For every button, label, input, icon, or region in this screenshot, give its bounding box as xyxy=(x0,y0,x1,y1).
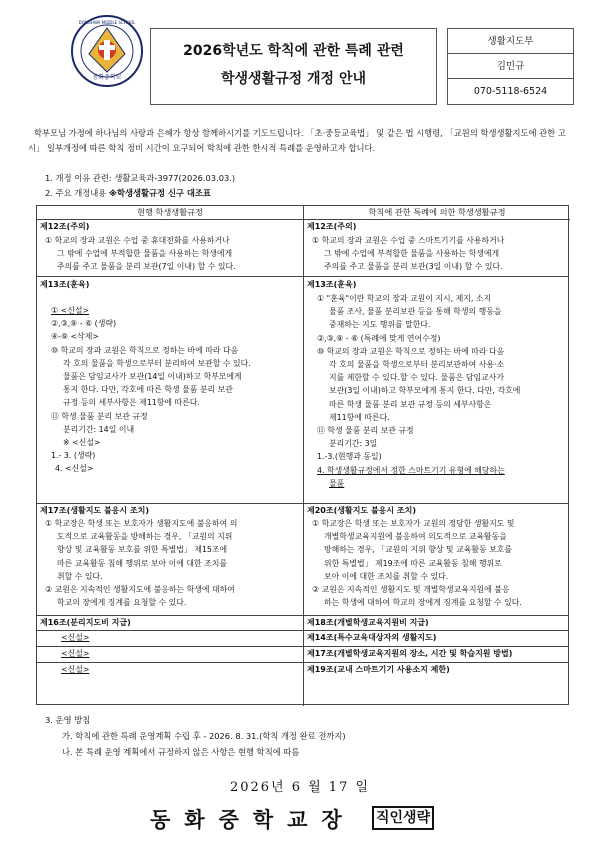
text-line: 물품은 담임교사가 보관(14일 이내)하고 학부모에게 xyxy=(63,372,242,382)
text-line: 지를 제한할 수 있다.할 수 있다. 물품은 담임교사가 xyxy=(329,373,505,383)
right-art19-title: 제19조(교내 스마트기기 사용소지 제한) xyxy=(307,665,450,674)
text-line: 개별학생교육지원에 불응하여 의도적으로 교육활동을 xyxy=(324,532,507,542)
right-art18-title: 제18조(개별학생교육지원비 지급) xyxy=(307,618,429,627)
text-line: ① 학교의 장과 교원은 수업 중 스마트기기를 사용하거나 xyxy=(312,236,505,245)
section-3-item-b: 나. 본 특례 운영 계획에서 규정하지 않은 사항은 현행 학칙에 따름 xyxy=(62,747,300,757)
right-art20-body xyxy=(312,517,568,609)
section-3-title: 3. 운영 방침 xyxy=(45,715,91,725)
text-line: 통지 한다. 다만, 각호에 따른 학생 물품 분리 보관 xyxy=(63,385,233,395)
section-3-item-a: 가. 학칙에 관한 특례 운영계획 수립 후 - 2026. 8. 31.(학칙 개정 완료 전까지) xyxy=(62,731,346,741)
text-line: 물품 xyxy=(329,478,345,488)
right-art12-body xyxy=(312,234,568,274)
title-line1: 2026학년도 학칙에 관한 특례 관련 xyxy=(183,43,404,59)
text-line: ⑪ 학생 물품 분리 보관 규정 xyxy=(317,426,414,436)
text-line: 1.- 3. (생략) xyxy=(51,451,96,461)
right-art13-title: 제13조(훈육) xyxy=(307,280,357,289)
text-line: ② 교원은 지속적인 생활지도에 불응하는 학생에 대하여 xyxy=(45,585,235,595)
text-line: ④-⑨ <삭제> xyxy=(51,332,99,342)
text-line: ① <신설> xyxy=(51,306,90,315)
logo-ring-text: DONGHWA MIDDLE SCHOOL xyxy=(78,20,136,25)
text-line: 물품 조사, 물품 분리보관 등을 통해 학생의 행동을 xyxy=(329,307,502,317)
text-line: 위한 특별법」 제19조에 따른 교육활동 침해 행위로 xyxy=(324,558,502,568)
item-2-prefix: 2. 주요 개정내용 xyxy=(45,188,109,198)
text-line: 보관(3일 이내)하고 학부모에게 통지 한다. 다만, 각호에 xyxy=(329,386,521,396)
text-line: 보아 이에 대한 조치를 취할 수 있다. xyxy=(324,571,449,581)
row-line xyxy=(37,276,568,277)
text-line: 중재하는 지도 행위를 말한다. xyxy=(329,320,431,330)
text-line: 따른 학생 물품 분리 보관 규정 등의 세부사항은 xyxy=(329,399,492,409)
text-line: 4. 학생생활규정에서 정한 스마트기기 유형에 해당하는 xyxy=(317,465,505,475)
text-line: 도적으로 교육활동을 방해하는 경우, 「교원의 지위 xyxy=(57,532,233,542)
text-line: ②,③,⑨ - ⑥ (생략) xyxy=(51,319,117,329)
right-art17-title: 제17조(개별학생교육지원의 장소, 시간 및 학습지원 방법) xyxy=(307,649,513,658)
text-line: 방해하는 경우, 「교원의 지위 향상 및 교육활동 보호를 xyxy=(324,545,513,555)
text-line: ① 학교장은 학생 또는 보호자가 생활지도에 불응하여 의 xyxy=(45,519,238,528)
school-principal: 동화중학교장 xyxy=(150,807,356,832)
left-art12-body xyxy=(45,234,301,274)
text-line: ① 학교의 장과 교원은 수업 중 휴대전화를 사용하거나 xyxy=(45,236,230,245)
left-art16-title: 제16조(분리지도비 지급) xyxy=(40,618,131,627)
text-line: ② 교원은 지속적인 생활지도 및 개별학생교육지원에 불응 xyxy=(312,585,510,595)
text-line: ※ <신설> xyxy=(63,438,101,448)
left-art17-body xyxy=(45,517,301,609)
logo-text: 동화중학교 xyxy=(92,74,122,81)
right-art13-body xyxy=(317,292,569,490)
title-box xyxy=(150,28,437,105)
right-art12-title: 제12조(주의) xyxy=(307,222,357,231)
text-line: 각 호의 물품을 학생으로부터 분리하여 보관할 수 있다. xyxy=(63,358,251,368)
text-line: 그 밖에 수업에 부적합한 물품을 사용하는 학생에게 xyxy=(324,249,500,259)
right-art14-title: 제14조(특수교육대상자의 생활지도) xyxy=(307,633,437,642)
text-line: ⑩ 학교의 장과 교원은 학칙으로 정하는 바에 따라 다음 xyxy=(317,346,505,356)
left-new-3: <신설> xyxy=(61,665,90,674)
text-line: 향상 및 교육활동 보호를 위한 특별법」 제15조에 xyxy=(57,545,228,555)
left-art13-title: 제13조(훈육) xyxy=(40,280,90,289)
title-line2: 학생생활규정 개정 안내 xyxy=(221,71,366,87)
item-2 xyxy=(45,187,211,199)
text-line: 취할 수 있다. xyxy=(57,571,103,581)
text-line: ① 학교장은 학생 또는 보호자가 교원의 정당한 생활지도 및 xyxy=(312,519,515,528)
comparison-table xyxy=(36,205,569,705)
text-line: 따른 교육활동 침해 행위로 보아 이에 대한 조치를 xyxy=(57,558,228,568)
right-header: 학칙에 관한 특례에 의한 학생생활규정 xyxy=(304,206,570,220)
text-line: 학교의 장에게 징계를 요청할 수 있다. xyxy=(57,598,187,608)
left-art13-body xyxy=(51,304,301,476)
official-seal: 직인생략 xyxy=(372,806,434,830)
issue-date: 2026년 6 월 17 일 xyxy=(229,780,371,795)
item-1: 1. 개정 이유 관련: 생활교육과-3977(2026.03.03.) xyxy=(45,173,236,183)
left-art17-title: 제17조(생활지도 불응시 조치) xyxy=(40,506,150,515)
left-header: 현행 학생생활규정 xyxy=(37,206,303,220)
text-line: 각 호의 물품을 학생으로부터 분리보관하여 사용·소 xyxy=(329,360,505,370)
intro-paragraph: 학부모님 가정에 하나님의 사랑과 은혜가 항상 함께하시기를 기도드립니다. 「초·중등교육법」 및 같은 법 시행령, 「교원의 학생생활지도에 관한 고시」 일부개정에 따른 학칙 정비 시간이 요구되어 학칙에 관한 한시적 특례를 운영하고자 합니다. xyxy=(28,128,566,153)
right-art20-title: 제20조(생활지도 불응시 조치) xyxy=(307,506,417,515)
text-line: ②,③,⑨ - ⑥ (특례에 맞게 연어수정) xyxy=(317,333,441,343)
phone-number: 070-5118-6524 xyxy=(473,86,548,97)
contact-box xyxy=(447,28,574,105)
text-line: 규정 등의 세부사항은 제11항에 따른다. xyxy=(63,398,200,408)
text-line: 제11항에 따른다. xyxy=(329,412,390,422)
left-new-1: <신설> xyxy=(61,633,90,642)
text-line: 분리기간: 14일 이내 xyxy=(63,424,135,434)
text-line: ⑩ 학교의 장과 교원은 학칙으로 정하는 바에 따라 다음 xyxy=(51,345,239,355)
item-2-bold: ※학생생활규정 신구 대조표 xyxy=(108,188,211,198)
text-line: 그 밖에 수업에 부적합한 물품을 사용하는 학생에게 xyxy=(57,249,233,259)
text-line: 1.-3.(현행과 동일) xyxy=(317,452,382,462)
text-line: 분리기간: 3일 xyxy=(329,439,378,449)
school-logo xyxy=(70,14,144,88)
text-line: 4. <신설> xyxy=(55,464,94,474)
left-art12-title: 제12조(주의) xyxy=(40,222,90,231)
text-line: ⑪ 학생 물품 분리 보관 규정 xyxy=(51,411,148,421)
text-line: ① "훈육"이란 학교의 장과 교원이 지시, 제지, 소지 xyxy=(317,294,492,303)
text-line: 하는 학생에 대하여 학교의 장에게 징계를 요청할 수 있다. xyxy=(324,598,522,608)
left-new-2: <신설> xyxy=(61,649,90,658)
department: 생활지도부 xyxy=(448,29,573,54)
text-line: 주의를 주고 물품을 분리 보관(3일 이내) 할 수 있다. xyxy=(324,262,503,272)
person-in-charge: 김민규 xyxy=(448,54,573,79)
text-line: 주의를 주고 물품을 분리 보관(7일 이내) 할 수 있다. xyxy=(57,262,236,272)
